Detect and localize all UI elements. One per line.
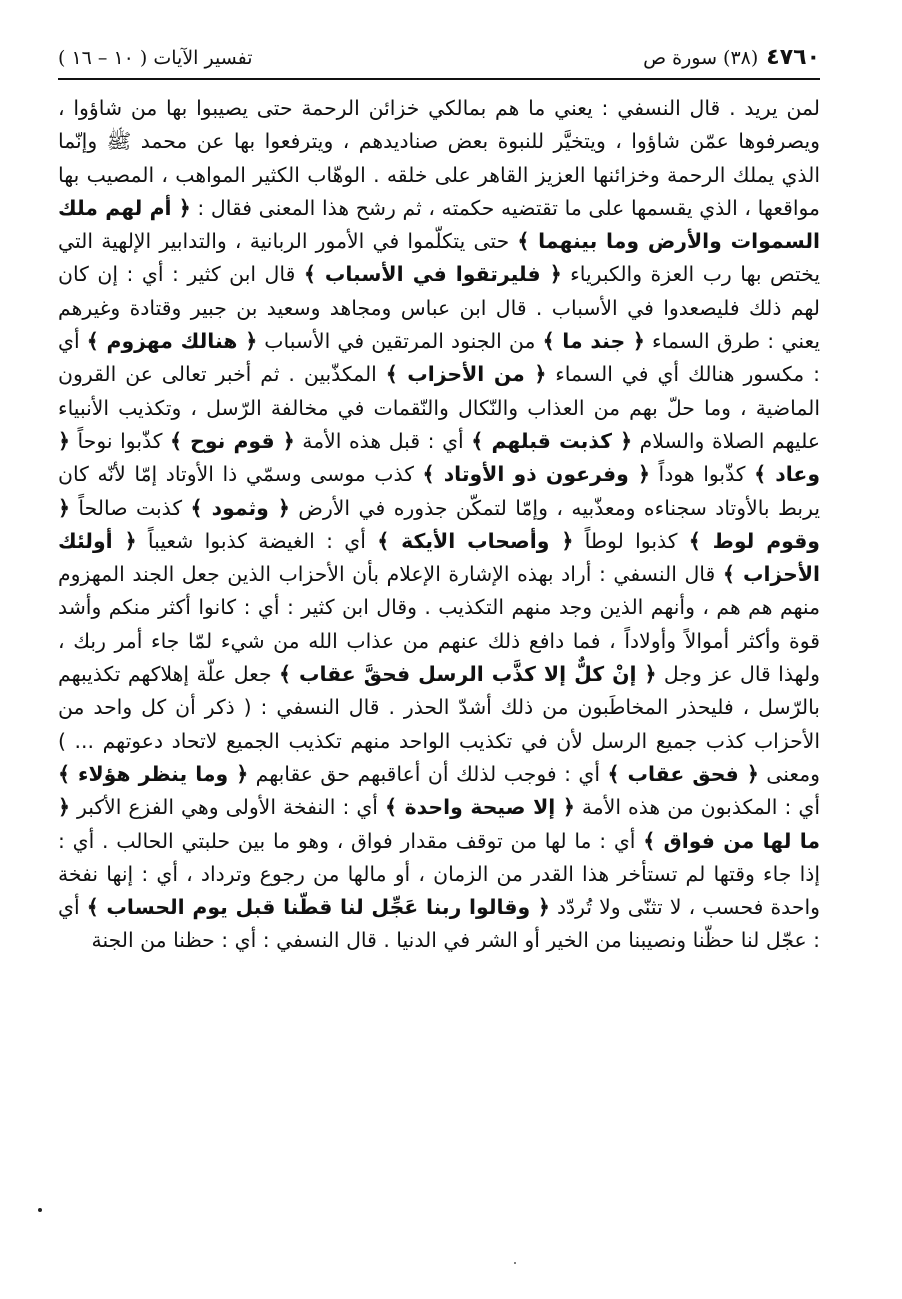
commentary-text: أي : عجّل لنا حظّنا ونصيبنا من الخير أو الشر في الدنيا . قال النسفي : أي : حظنا من الجنة <box>58 895 820 953</box>
header-right <box>643 40 820 76</box>
quran-quote: ﴿ وأصحاب الأيكة ﴾ <box>377 528 574 553</box>
document-page <box>58 40 820 958</box>
quran-quote: ﴿ وقوم لوط ﴾ <box>58 495 820 553</box>
commentary-text: قال ابن كثير : أي : إن كان لهم ذلك فليصعدوا في الأسباب . قال ابن عباس ومجاهد وسعيد بن جبير وقتادة وغيرهم يعني : طرق السماء <box>58 262 820 354</box>
commentary-text: كذّبوا نوحاً <box>69 428 170 453</box>
quran-quote: ﴿ قوم نوح ﴾ <box>170 428 295 453</box>
commentary-text: حتى يتكلّموا في الأمور الربانية ، والتدابير الإلهية التي يختص بها رب العزة والكبرياء <box>58 229 820 287</box>
commentary-text: أي : الغيضة كذبوا شعيباً <box>136 528 378 553</box>
page-header <box>58 40 820 76</box>
body-paragraph <box>58 92 820 958</box>
commentary-text: كذب موسى وسمّي ذا الأوتاد إمّا لأنّه كان يربط بالأوتاد سجناءه ومعذّبيه ، وإمّا لتمكّن جذوره في الأرض <box>58 462 821 520</box>
speck-mark <box>514 1262 516 1264</box>
commentary-text: المكذّبين . ثم أخبر تعالى عن القرون الماضية ، وما حلّ بهم من العذاب والنّكال والنّقمات في مخالفة الرّسل ، وتكذيب الأنبياء عليهم الصلاة والسلام <box>58 362 820 453</box>
commentary-text: أي : قبل هذه الأمة <box>294 428 472 453</box>
quran-quote: ﴿ فليرتقوا في الأسباب ﴾ <box>303 262 562 287</box>
commentary-text: أي : ما لها من توقف مقدار فواق ، وهو ما بين حلبتي الحالب . أي : إذا جاء وقتها لم تستأخر هذا القدر من الزمان ، أو مالها من رجوع وترداد ، أي : إنها نفخة واحدة فحسب ، لا تثنّى ولا تُردّد <box>58 828 820 920</box>
commentary-text: كذبت صالحاً <box>69 495 191 520</box>
commentary-text: كذبوا لوطاً <box>573 528 689 553</box>
quran-quote: ﴿ من الأحزاب ﴾ <box>385 362 547 387</box>
quran-quote: ﴿ وفرعون ذو الأوتاد ﴾ <box>422 462 650 487</box>
commentary-text: كذّبوا هوداً <box>649 462 755 487</box>
quran-quote: ﴿ وقالوا ربنا عَجِّل لنا قطّنا قبل يوم الحساب ﴾ <box>86 895 550 920</box>
header-left <box>58 40 253 76</box>
margin-dot <box>38 1208 42 1212</box>
commentary-text: أي : المكذبون من هذه الأمة <box>574 795 820 820</box>
quran-quote: ﴿ وعاد ﴾ <box>58 428 820 487</box>
commentary-text: من الجنود المرتقين في الأسباب <box>257 329 543 354</box>
commentary-text: قال النسفي : أراد بهذه الإشارة الإعلام بأن الأحزاب الذين جعل الجند المهزوم منهم هم هم ، وأنهم الذين وجد منهم التكذيب . وقال ابن كثير : أي : كانوا أكثر منكم وأشد قوة وأكثر أموالاً وأولاداً ، فما دافع ذلك عنهم من عذاب الله من شيء لمّا جاء أمر ربك ، ولهذا قال عز وجل <box>58 562 821 687</box>
quran-quote: ﴿ إنْ كلٌّ إلا كذَّب الرسل فحقَّ عقاب ﴾ <box>279 662 657 687</box>
page-number: ٤٧٦٠ <box>766 45 820 70</box>
quran-quote: ﴿ جند ما ﴾ <box>542 329 645 354</box>
quran-quote: ﴿ وما ينظر هؤلاء ﴾ <box>58 761 249 786</box>
quran-quote: ﴿ ما لها من فواق ﴾ <box>58 795 820 853</box>
quran-quote: ﴿ إلا صيحة واحدة ﴾ <box>384 795 575 820</box>
quran-quote: ﴿ كذبت قبلهم ﴾ <box>471 428 633 453</box>
section-title: تفسير الآيات ( ١٠ – ١٦ ) <box>58 47 253 69</box>
body-text <box>58 92 820 958</box>
chapter-title: (٣٨) سورة ص <box>643 47 759 69</box>
quran-quote: ﴿ فحق عقاب ﴾ <box>607 761 759 786</box>
quran-quote: ﴿ وثمود ﴾ <box>190 495 290 520</box>
commentary-text: لمن يريد . قال النسفي : يعني ما هم بمالكي خزائن الرحمة حتى يصيبوا بها من شاؤوا ، ويصرفوها عمّن شاؤوا ، ويتخيَّر للنبوة بعض صناديدهم ، ويترفعوا بها عن محمد ﷺ وإنّما الذي يملك الرحمة وخزائنها العزيز القاهر على خلقه . الوهّاب الكثير المواهب ، المصيب بها مواقعها ، الذي يقسمها على ما تقتضيه حكمته ، ثم رشح هذا المعنى فقال : <box>58 96 820 220</box>
quran-quote: ﴿ أولئك الأحزاب ﴾ <box>58 528 820 587</box>
quran-quote: ﴿ أم لهم ملك السموات والأرض وما بينهما ﴾ <box>58 195 820 254</box>
commentary-text: جعل علّة إهلاكهم تكذيبهم بالرّسل ، فليحذر المخاطَبون من ذلك أشدّ الحذر . قال النسفي : ( ذكر أن كل واحد من الأحزاب كذب جميع الرسل لأن في تكذيب الواحد منهم تكذيب الجميع لاتحاد دعوتهم ... ) ومعنى <box>58 662 820 786</box>
header-divider <box>58 78 820 80</box>
commentary-text: أي : النفخة الأولى وهي الفزع الأكبر <box>69 795 385 820</box>
quran-quote: ﴿ هنالك مهزوم ﴾ <box>86 329 258 354</box>
commentary-text: أي : مكسور هنالك أي في السماء <box>58 329 820 387</box>
commentary-text: أي : فوجب لذلك أن أعاقبهم حق عقابهم <box>248 761 608 786</box>
